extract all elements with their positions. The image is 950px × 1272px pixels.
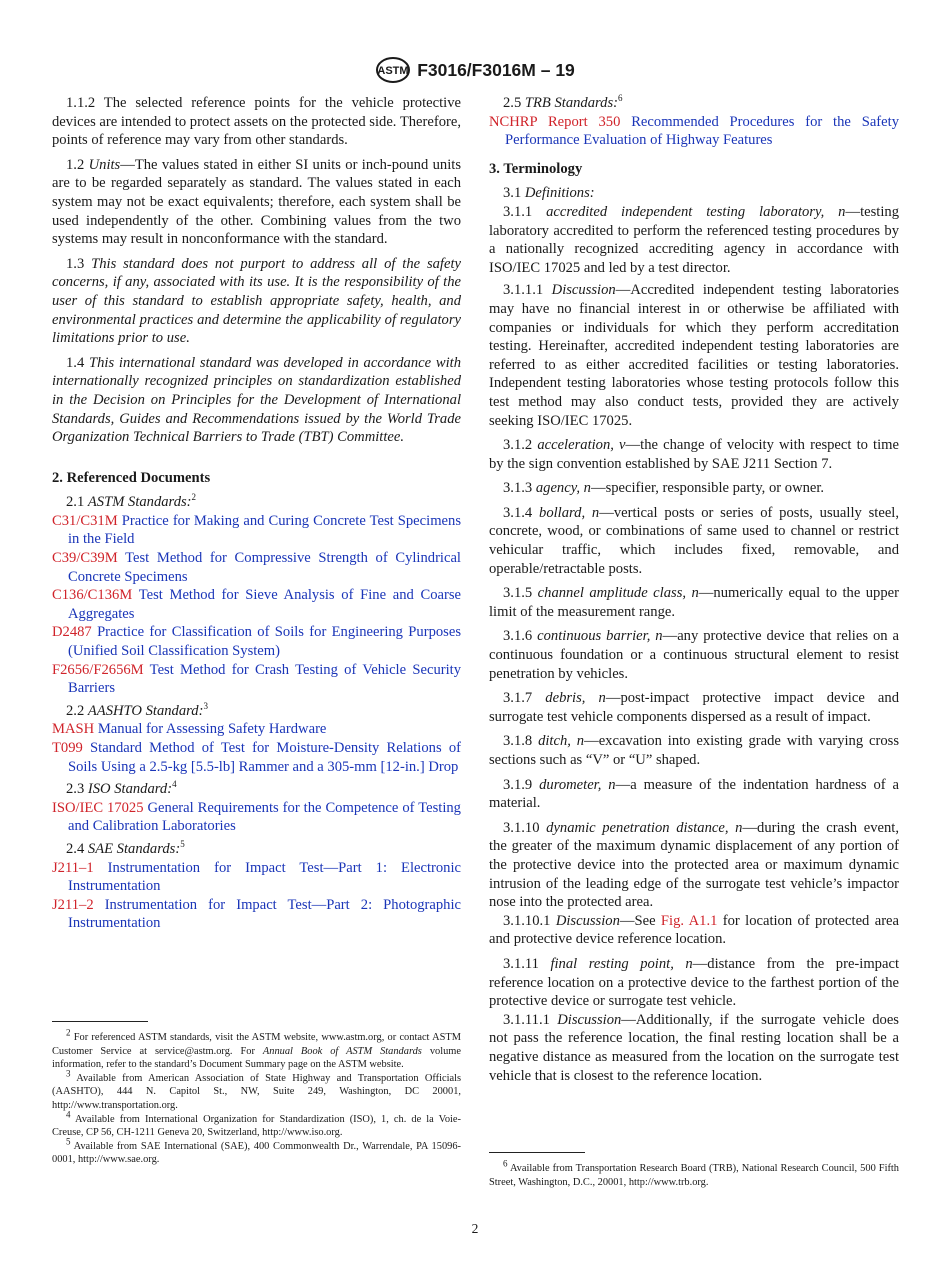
trb-reference-list <box>489 113 899 150</box>
subsection-2-1: 2.1 ASTM Standards:$^2$ <box>66 492 197 511</box>
para-1-4: 1.4 This international standard was developed in accordance with internationally recognized principles on standardization established in the Decision on Principles for the Development of International Standards, Guides and Recommendations issued by the World Trade Organization Technical Barriers to Trade (TBT) Committee. <box>52 354 462 446</box>
footnote-5: $^5$ Available from SAE International (SAE), 400 Commonwealth Dr., Warrendale, PA 15096-0001, http://www.sae.org. <box>52 1136 461 1166</box>
reference-item[interactable]: J211–1 Instrumentation for Impact Test—Part 1: Electronic Instrumentation <box>52 859 461 895</box>
reference-item[interactable]: NCHRP Report 350 Recommended Procedures for the Safety Performance Evaluation of Highway Features <box>489 113 899 149</box>
def-3-1-5: 3.1.5 channel amplitude class, n—numerically equal to the upper limit of the measurement range. <box>489 585 899 620</box>
subsection-2-4: 2.4 SAE Standards:$^5$ <box>66 839 185 857</box>
def-3-1-6: 3.1.6 continuous barrier, n—any protective device that relies on a continuous foundation or a continuous structural element to resist penetration by vehicles. <box>489 628 899 682</box>
def-3-1-10: 3.1.10 dynamic penetration distance, n—during the crash event, the greater of the maximum dynamic displacement of any portion of the protective device into the protected area or maximum dynamic intrusion of the leading edge of the surrogate test vehicle’s impactor nose into the protected area. <box>489 819 900 911</box>
def-3-1-1: 3.1.1 accredited independent testing laboratory, n—testing laboratory accredited to perform the referenced testing procedures by a nationally recognized accrediting agency in accordance with ISO/IEC 17025 and led by a test director. <box>489 203 899 276</box>
right-column <box>489 94 899 1091</box>
document-designation: F3016/F3016M – 19 <box>417 60 575 80</box>
def-3-1-9: 3.1.9 durometer, n—a measure of the indentation hardness of a material. <box>489 776 900 812</box>
def-3-1-11: 3.1.11 final resting point, n—distance from the pre-impact reference location on a protective device to the farthest portion of the protective device or surrogate test vehicle. <box>489 955 899 1010</box>
figure-link[interactable]: Fig. A1.1 <box>660 912 718 929</box>
left-column <box>52 94 461 934</box>
section-2-heading: 2. Referenced Documents <box>52 469 211 486</box>
def-3-1-2: 3.1.2 acceleration, v—the change of velocity with respect to time by the sign convention established by SAE J211 Section 7. <box>489 437 899 472</box>
astm-reference-list <box>52 512 461 698</box>
reference-item[interactable]: C31/C31M Practice for Making and Curing Concrete Test Specimens in the Field <box>52 512 461 548</box>
footnote-4: $^4$ Available from International Organization for Standardization (ISO), 1, ch. de la Voie-Creuse, CP 56, CH-1211 Geneva 20, Switzerland, http://www.iso.org. <box>52 1109 461 1139</box>
reference-item[interactable]: MASH Manual for Assessing Safety Hardware <box>52 721 327 738</box>
svg-text:ASTM: ASTM <box>377 65 409 77</box>
para-1-1-2: 1.1.2 The selected reference points for the vehicle protective devices are intended to protect assets on the protected side. Therefore, points of reference may vary from other standards. <box>52 95 462 149</box>
def-3-1-4: 3.1.4 bollard, n—vertical posts or series of posts, usually steel, concrete, wood, or combinations of same used to channel or restrict vehicular traffic, which includes fixed, removable, and operable/retractable posts. <box>489 504 900 577</box>
page-number: 2 <box>471 1221 479 1236</box>
section-3-heading: 3. Terminology <box>489 160 583 177</box>
reference-item[interactable]: J211–2 Instrumentation for Impact Test—Part 2: Photographic Instrumentation <box>52 896 461 932</box>
para-1-3: 1.3 This standard does not purport to address all of the safety concerns, if any, associated with its use. It is the responsibility of the user of this standard to establish appropriate safety, health, and environmental practices and determine the applicability of regulatory limitations prior to use. <box>52 255 461 347</box>
footnote-divider <box>489 1152 585 1153</box>
def-3-1-7: 3.1.7 debris, n—post-impact protective impact device and surrogate test vehicle components dispersed as a result of impact. <box>489 690 899 725</box>
aashto-reference-list <box>52 720 461 776</box>
reference-item[interactable]: C136/C136M Test Method for Sieve Analysis of Fine and Coarse Aggregates <box>52 587 461 622</box>
astm-logo-icon <box>375 56 411 84</box>
page-header <box>0 56 950 84</box>
para-3-1: 3.1 Definitions: <box>503 185 595 202</box>
reference-item[interactable]: C39/C39M Test Method for Compressive Strength of Cylindrical Concrete Specimens <box>52 550 461 585</box>
subsection-2-2: 2.2 AASHTO Standard:$^3$ <box>66 700 208 719</box>
sae-reference-list <box>52 859 461 933</box>
subsection-2-5: 2.5 TRB Standards:$^6$ <box>503 93 623 111</box>
reference-item[interactable]: ISO/IEC 17025 General Requirements for the Competence of Testing and Calibration Laboratories <box>52 799 461 835</box>
def-3-1-8: 3.1.8 ditch, n—excavation into existing grade with varying cross sections such as “V” or “U” shaped. <box>489 733 900 768</box>
def-3-1-11-1: 3.1.11.1 Discussion—Additionally, if the surrogate vehicle does not pass the reference location, the final resting location shall be a negative distance as measured from the location on the surrogate test vehicle that is closest to the reference location. <box>489 1011 899 1084</box>
footnotes-left <box>52 1027 461 1167</box>
reference-item[interactable]: T099 Standard Method of Test for Moisture-Density Relations of Soils Using a 2.5-kg [5.5-lb] Rammer and a 305-mm [12-in.] Drop <box>52 740 461 775</box>
footnote-3: $^3$ Available from American Association of State Highway and Transportation Officials (AASHTO), 444 N. Capitol St., NW, Suite 249, Washington, DC 20001, http://www.transportation.org. <box>52 1068 461 1111</box>
def-3-1-3: 3.1.3 agency, n—specifier, responsible party, or owner. <box>503 480 825 497</box>
footnote-divider <box>52 1021 148 1022</box>
def-3-1-10-1: 3.1.10.1 Discussion—See Fig. A1.1 for location of protected area and protective device reference location. <box>489 912 900 948</box>
def-3-1-1-1: 3.1.1.1 Discussion—Accredited independent testing laboratories may have no financial interest in or otherwise be affiliated with companies or individuals for which they perform accreditation testing. Hereinafter, accredited independent testing laboratories are referred to as either accredited facilities or testing laboratories. Independent testing laboratories whose testing protocols follow this test method may also conduct tests, provided they are actively seeking ISO/IEC 17025. <box>489 282 899 429</box>
reference-item[interactable]: F2656/F2656M Test Method for Crash Testing of Vehicle Security Barriers <box>52 661 462 697</box>
subsection-2-3: 2.3 ISO Standard:$^4$ <box>66 779 177 798</box>
reference-item[interactable]: D2487 Practice for Classification of Soils for Engineering Purposes (Unified Soil Classification System) <box>52 624 461 660</box>
iso-reference-list <box>52 799 461 836</box>
para-1-2: 1.2 Units—The values stated in either SI units or inch-pound units are to be regarded separately as standard. The values stated in each system may not be exact equivalents; therefore, each system shall be used independently of the other. Combining values from the two systems may result in nonconformance with the standard. <box>52 156 461 248</box>
footnotes-right <box>489 1158 899 1189</box>
footnote-6: $^6$ Available from Transportation Research Board (TRB), National Research Council, 500 Fifth Street, Washington, D.C., 20001, http://www.trb.org. <box>489 1158 899 1188</box>
footnote-2: $^2$ For referenced ASTM standards, visit the ASTM website, www.astm.org, or contact ASTM Customer Service at service@astm.org. For Annual Book of ASTM Standards volume information, refer to the standard’s Document Summary page on the ASTM website. <box>52 1027 461 1071</box>
